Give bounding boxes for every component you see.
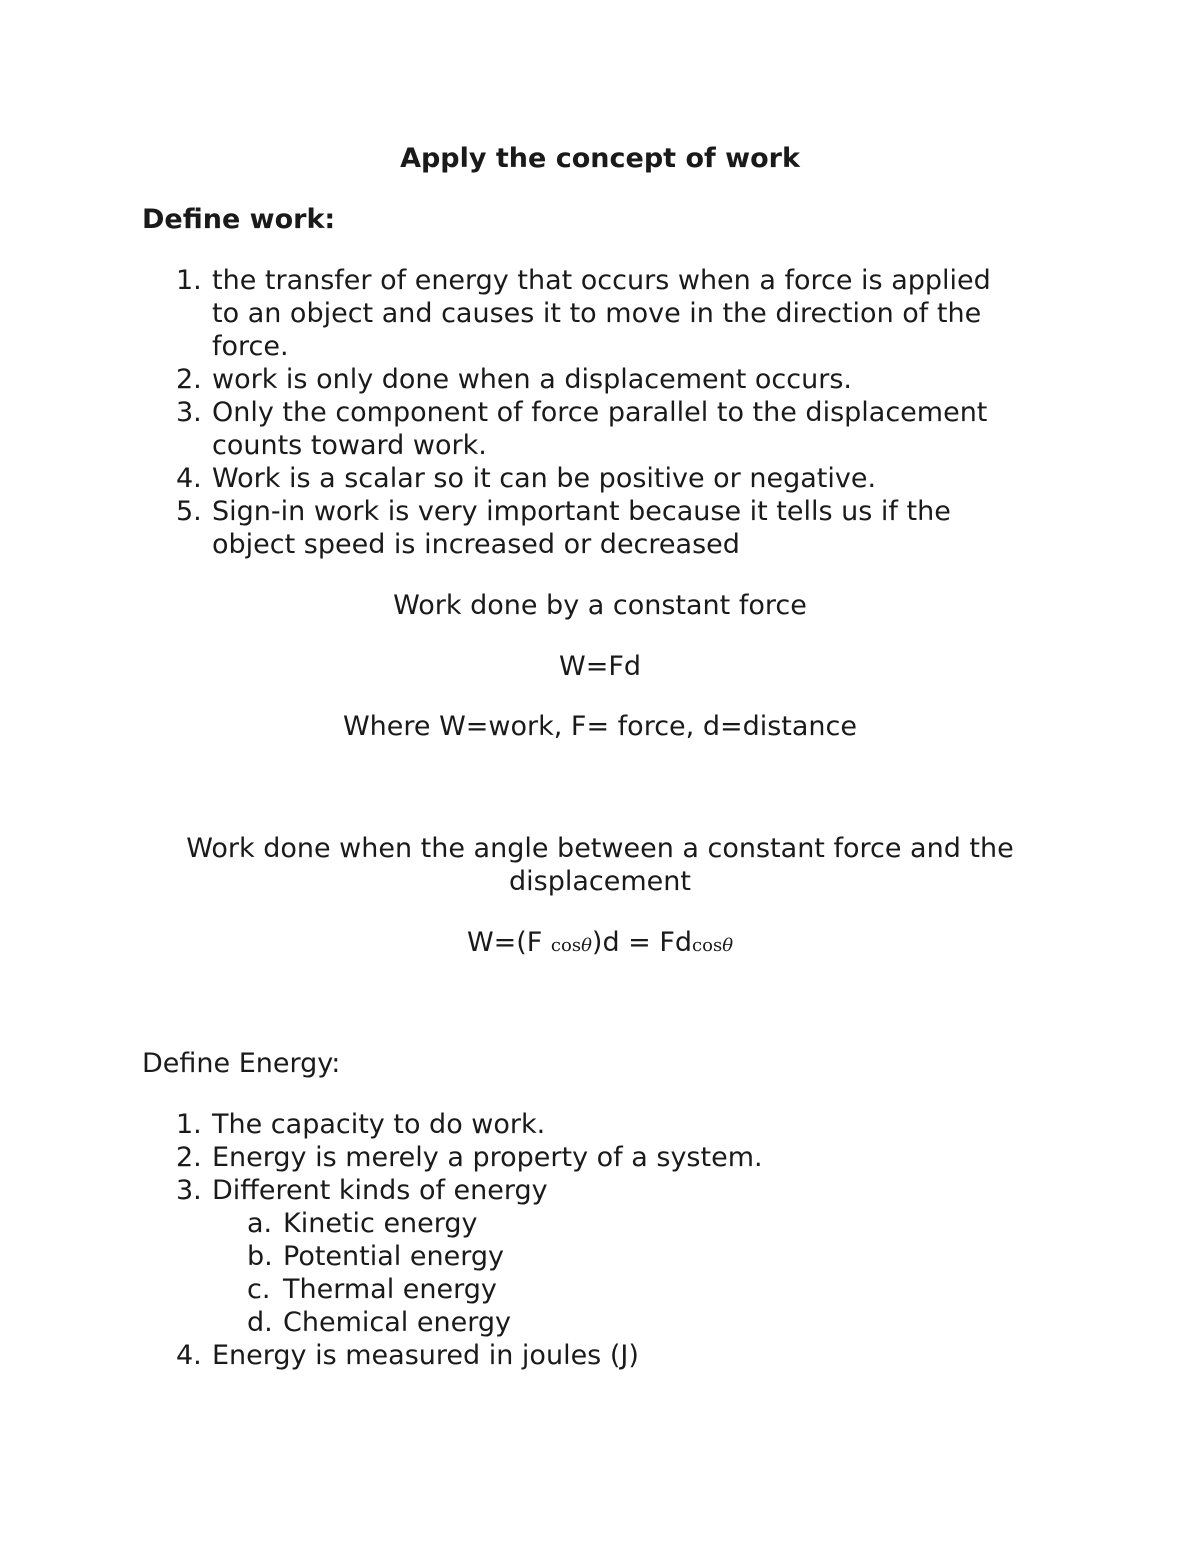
list-item-line: Work is a scalar so it can be positive or negative. [212, 463, 877, 494]
list-item: The capacity to do work. [212, 1109, 546, 1140]
list-item-line: work is only done when a displacement occurs. [212, 364, 852, 395]
angle-force-heading-line2: displacement [509, 866, 691, 897]
sublist-letter: d. [247, 1307, 273, 1338]
formula-part: )d = Fd [591, 927, 693, 958]
list-number: 2. [176, 1142, 202, 1173]
list-item-line: force. [212, 331, 289, 362]
list-item: Energy is measured in joules (J) [212, 1340, 639, 1371]
list-number: 4. [176, 463, 202, 494]
list-item: Energy is merely a property of a system. [212, 1142, 763, 1173]
list-number: 1. [176, 265, 202, 296]
list-item-line: counts toward work. [212, 430, 487, 461]
cosine-term: cosθ [550, 935, 592, 956]
list-number: 4. [176, 1340, 202, 1371]
list-number: 3. [176, 397, 202, 428]
formula-part: W=(F [466, 927, 551, 958]
angle-force-formula [0, 926, 1200, 962]
list-number: 1. [176, 1109, 202, 1140]
list-item: Different kinds of energy [212, 1175, 548, 1206]
cosine-term: cosθ [692, 935, 734, 956]
angle-force-heading-line1: Work done when the angle between a constant force and the [186, 833, 1014, 864]
sublist-letter: b. [247, 1241, 273, 1272]
define-energy-heading: Define Energy: [142, 1048, 341, 1079]
sublist-item: Thermal energy [283, 1274, 497, 1305]
list-number: 5. [176, 496, 202, 527]
constant-force-heading: Work done by a constant force [393, 590, 807, 621]
sublist-item: Kinetic energy [283, 1208, 478, 1239]
formula-legend: Where W=work, F= force, d=distance [342, 711, 857, 742]
sublist-letter: c. [247, 1274, 271, 1305]
constant-force-formula: W=Fd [559, 651, 641, 682]
page-title: Apply the concept of work [400, 143, 800, 174]
sublist-item: Chemical energy [283, 1307, 511, 1338]
list-number: 3. [176, 1175, 202, 1206]
sublist-letter: a. [247, 1208, 273, 1239]
list-item-line: Only the component of force parallel to the displacement [212, 397, 988, 428]
list-item-line: to an object and causes it to move in the direction of the [212, 298, 982, 329]
list-item-line: Sign-in work is very important because it tells us if the [212, 496, 951, 527]
sublist-item: Potential energy [283, 1241, 504, 1272]
list-number: 2. [176, 364, 202, 395]
list-item-line: the transfer of energy that occurs when a force is applied [212, 265, 991, 296]
list-item-line: object speed is increased or decreased [212, 529, 740, 560]
define-work-heading: Define work: [142, 204, 336, 235]
